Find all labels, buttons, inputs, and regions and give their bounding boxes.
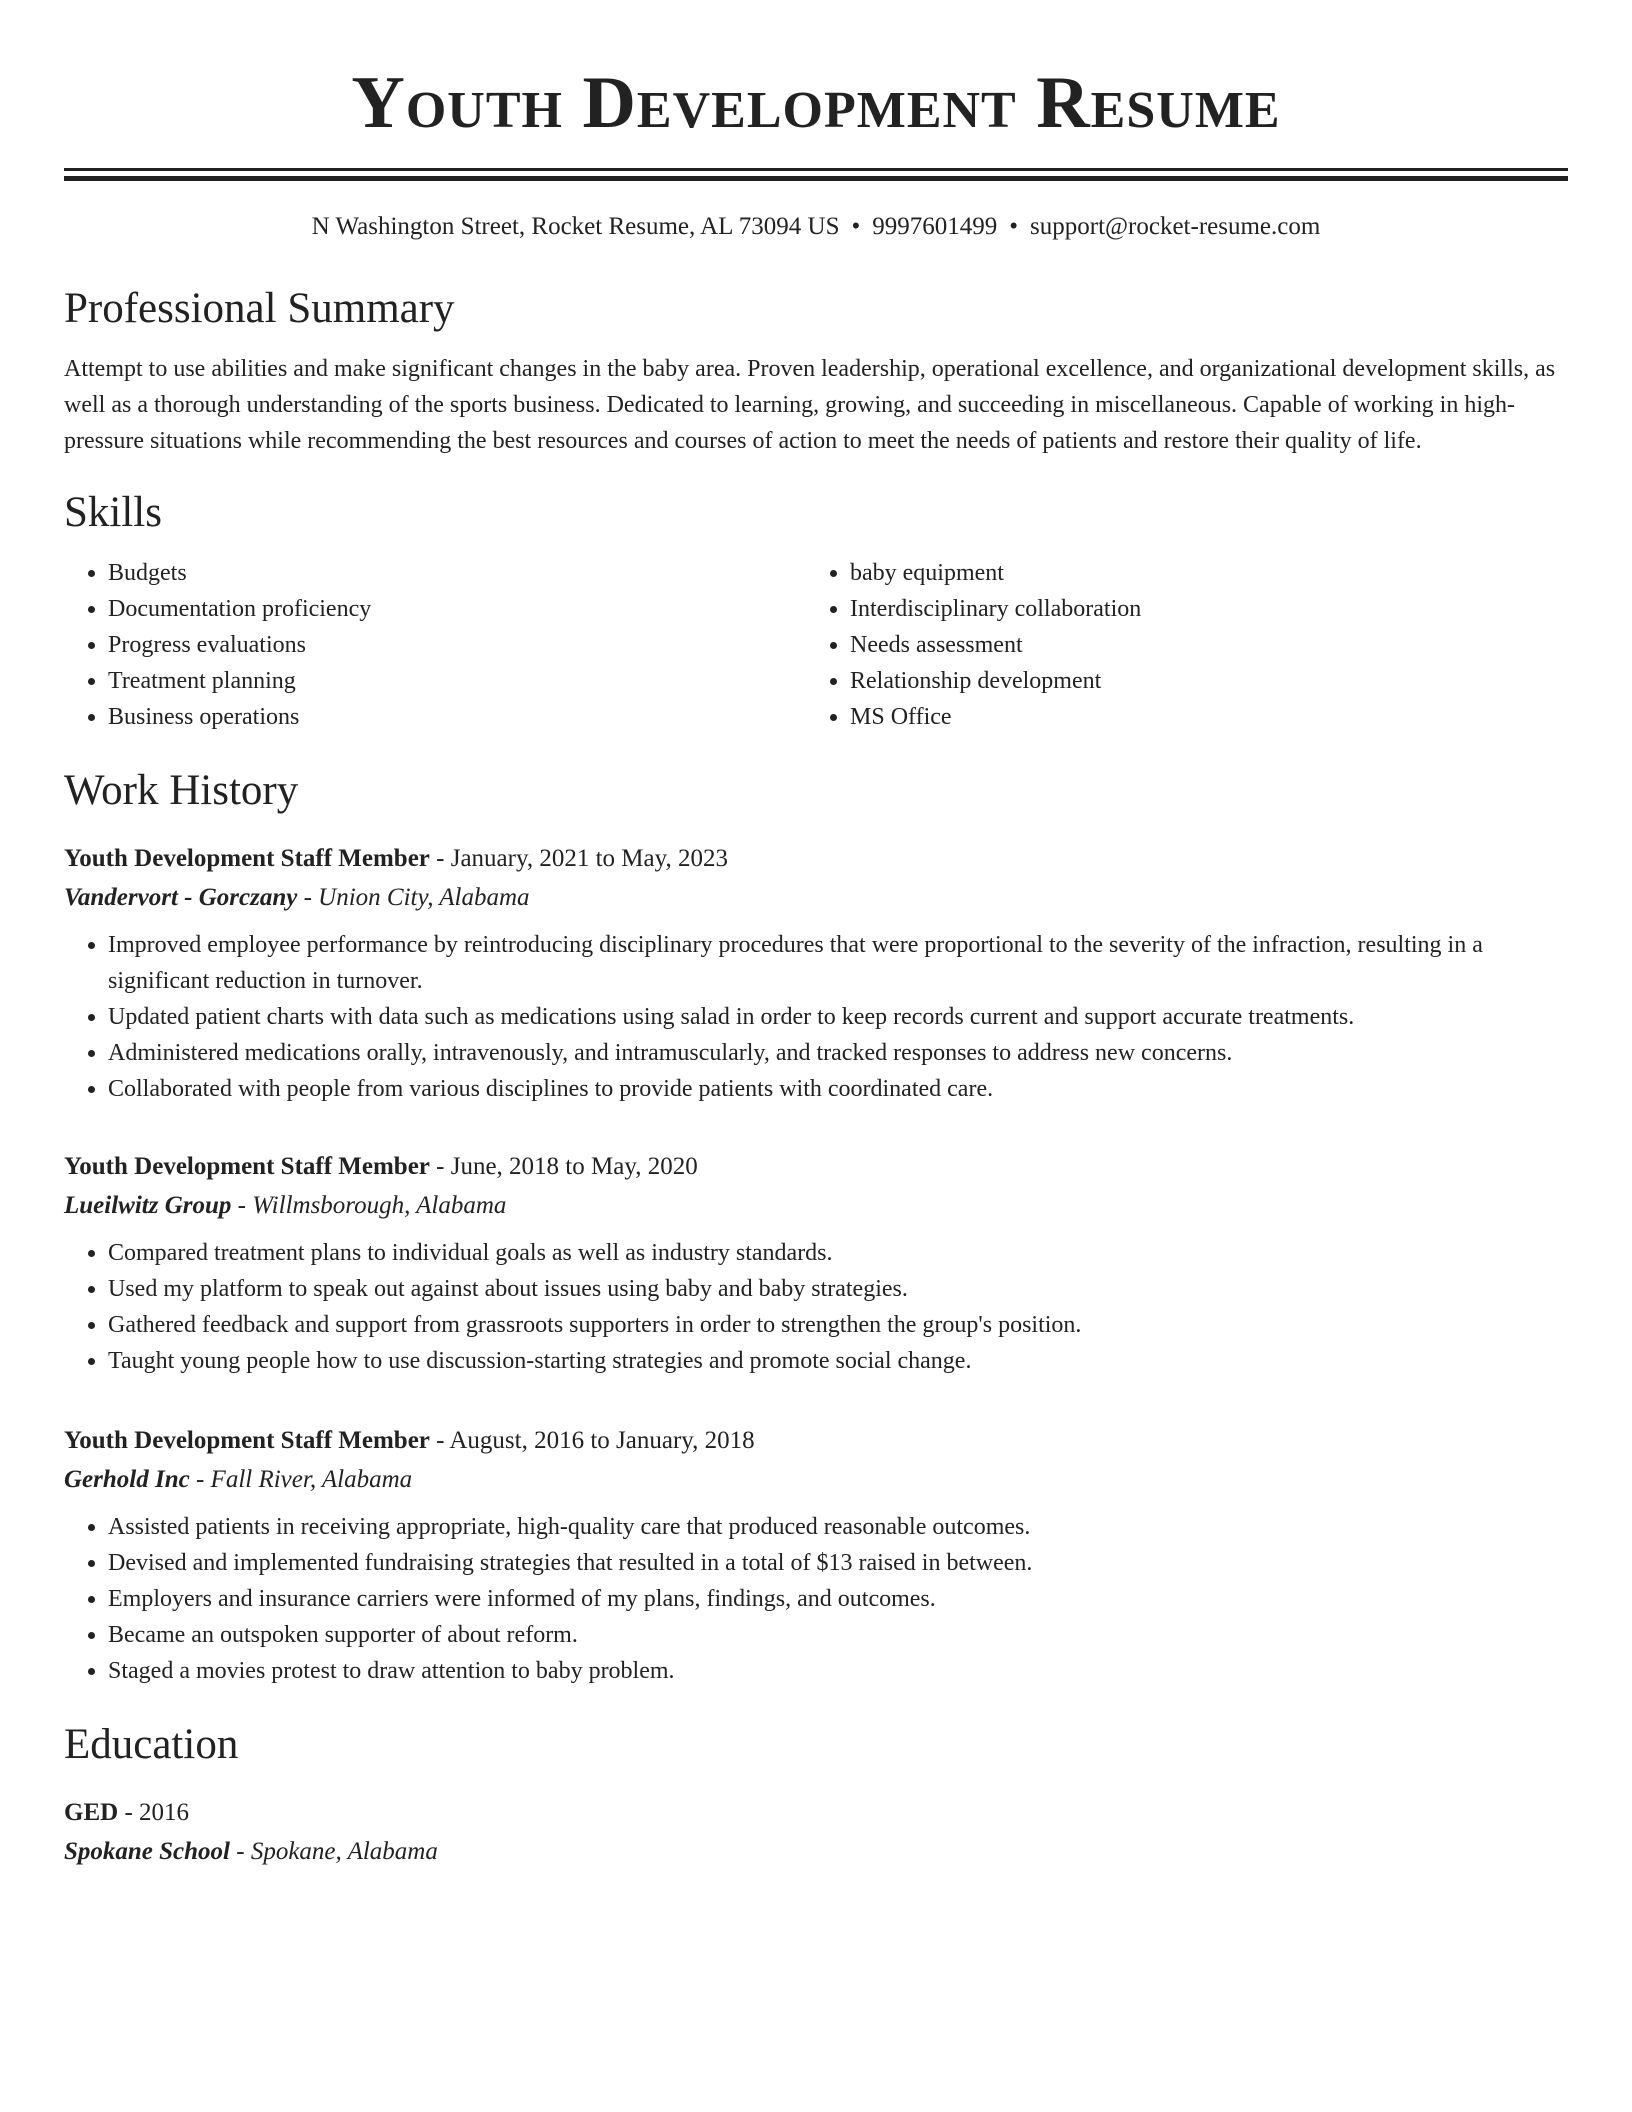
skill-item: • Treatment planning xyxy=(108,663,806,699)
job-header xyxy=(64,1147,1568,1187)
job-header xyxy=(64,839,1568,879)
contact-line xyxy=(64,211,1568,243)
education-header xyxy=(64,1793,1568,1833)
job-dates: - August, 2016 to January, 2018 xyxy=(429,1427,755,1454)
title-divider xyxy=(64,168,1568,181)
contact-phone: 9997601499 xyxy=(872,213,998,240)
skill-item: • Needs assessment xyxy=(850,627,1548,663)
education-entry xyxy=(64,1793,1568,1871)
job-bullets xyxy=(64,1509,1568,1689)
skills-heading: Skills xyxy=(64,489,162,536)
job-bullet: • Employers and insurance carriers were informed of my plans, findings, and outcomes. xyxy=(108,1581,1568,1617)
job-bullets xyxy=(64,1235,1568,1379)
job-bullet: • Administered medications orally, intravenously, and intramuscularly, and tracked responses to address new concerns. xyxy=(108,1035,1568,1071)
skill-item: • Documentation proficiency xyxy=(108,591,806,627)
summary-text: Attempt to use abilities and make significant changes in the baby area. Proven leadership, operational excellence, and organizational development skills, as well as a thorough understanding of the sports business. Dedicated to learning, growing, and succeeding in miscellaneous. Capable of working in high-pressure situations while recommending the best resources and courses of action to meet the needs of patients and restore their quality of life. xyxy=(64,356,1556,454)
job-bullet: • Used my platform to speak out against about issues using baby and baby strategies. xyxy=(108,1271,1568,1307)
job-company: Lueilwitz Group xyxy=(64,1192,232,1219)
skill-item: • Relationship development xyxy=(850,663,1548,699)
job-title: Youth Development Staff Member xyxy=(64,1153,430,1180)
job-bullet: • Compared treatment plans to individual goals as well as industry standards. xyxy=(108,1235,1568,1271)
education-heading: Education xyxy=(64,1721,239,1768)
job-title: Youth Development Staff Member xyxy=(64,1427,430,1454)
job-header xyxy=(64,1421,1568,1461)
skill-item: • Interdisciplinary collaboration xyxy=(850,591,1548,627)
skills-column-left xyxy=(64,555,806,735)
resume-page xyxy=(64,0,1568,1871)
contact-separator: • xyxy=(1009,213,1019,240)
skill-item: • Progress evaluations xyxy=(108,627,806,663)
job-bullet: • Collaborated with people from various disciplines to provide patients with coordinated care. xyxy=(108,1071,1568,1107)
job-entry xyxy=(64,839,1568,1107)
education-year: - 2016 xyxy=(118,1799,190,1826)
job-location: - Union City, Alabama xyxy=(297,884,530,911)
job-dates: - June, 2018 to May, 2020 xyxy=(429,1153,698,1180)
job-bullet: • Updated patient charts with data such as medications using salad in order to keep records current and support accurate treatments. xyxy=(108,999,1568,1035)
education-location: - Spokane, Alabama xyxy=(230,1838,438,1865)
job-employer xyxy=(64,879,1568,917)
job-entry xyxy=(64,1421,1568,1689)
job-bullet: • Became an outspoken supporter of about reform. xyxy=(108,1617,1568,1653)
job-bullet: • Gathered feedback and support from grassroots supporters in order to strengthen the group's position. xyxy=(108,1307,1568,1343)
job-bullet: • Assisted patients in receiving appropriate, high-quality care that produced reasonable outcomes. xyxy=(108,1509,1568,1545)
skill-item: • baby equipment xyxy=(850,555,1548,591)
job-bullet: • Improved employee performance by reintroducing disciplinary procedures that were proportional to the severity of the infraction, resulting in a significant reduction in turnover. xyxy=(108,927,1568,999)
education-school-line xyxy=(64,1833,1568,1871)
education-school: Spokane School xyxy=(64,1838,231,1865)
job-bullet: • Devised and implemented fundraising strategies that resulted in a total of $13 raised in between. xyxy=(108,1545,1568,1581)
work-history-heading: Work History xyxy=(64,767,299,814)
contact-separator: • xyxy=(851,213,861,240)
resume-title: Youth Development Resume xyxy=(351,62,1281,144)
contact-email: support@rocket-resume.com xyxy=(1030,213,1321,240)
job-title: Youth Development Staff Member xyxy=(64,845,430,872)
skill-item: • Business operations xyxy=(108,699,806,735)
job-location: - Fall River, Alabama xyxy=(189,1466,413,1493)
education-degree: GED xyxy=(64,1799,119,1826)
skill-item: • Budgets xyxy=(108,555,806,591)
job-employer xyxy=(64,1461,1568,1499)
job-bullet: • Taught young people how to use discussion-starting strategies and promote social change. xyxy=(108,1343,1568,1379)
skills-list xyxy=(64,555,1568,735)
job-location: - Willmsborough, Alabama xyxy=(231,1192,507,1219)
contact-address: N Washington Street, Rocket Resume, AL 73094 US xyxy=(311,213,840,240)
job-employer xyxy=(64,1187,1568,1225)
job-company: Vandervort - Gorczany xyxy=(64,884,298,911)
job-dates: - January, 2021 to May, 2023 xyxy=(429,845,729,872)
job-bullets xyxy=(64,927,1568,1107)
job-bullet: • Staged a movies protest to draw attention to baby problem. xyxy=(108,1653,1568,1689)
skill-item: • MS Office xyxy=(850,699,1548,735)
skills-column-right xyxy=(806,555,1548,735)
job-entry xyxy=(64,1147,1568,1379)
job-company: Gerhold Inc xyxy=(64,1466,190,1493)
summary-heading: Professional Summary xyxy=(64,285,455,332)
